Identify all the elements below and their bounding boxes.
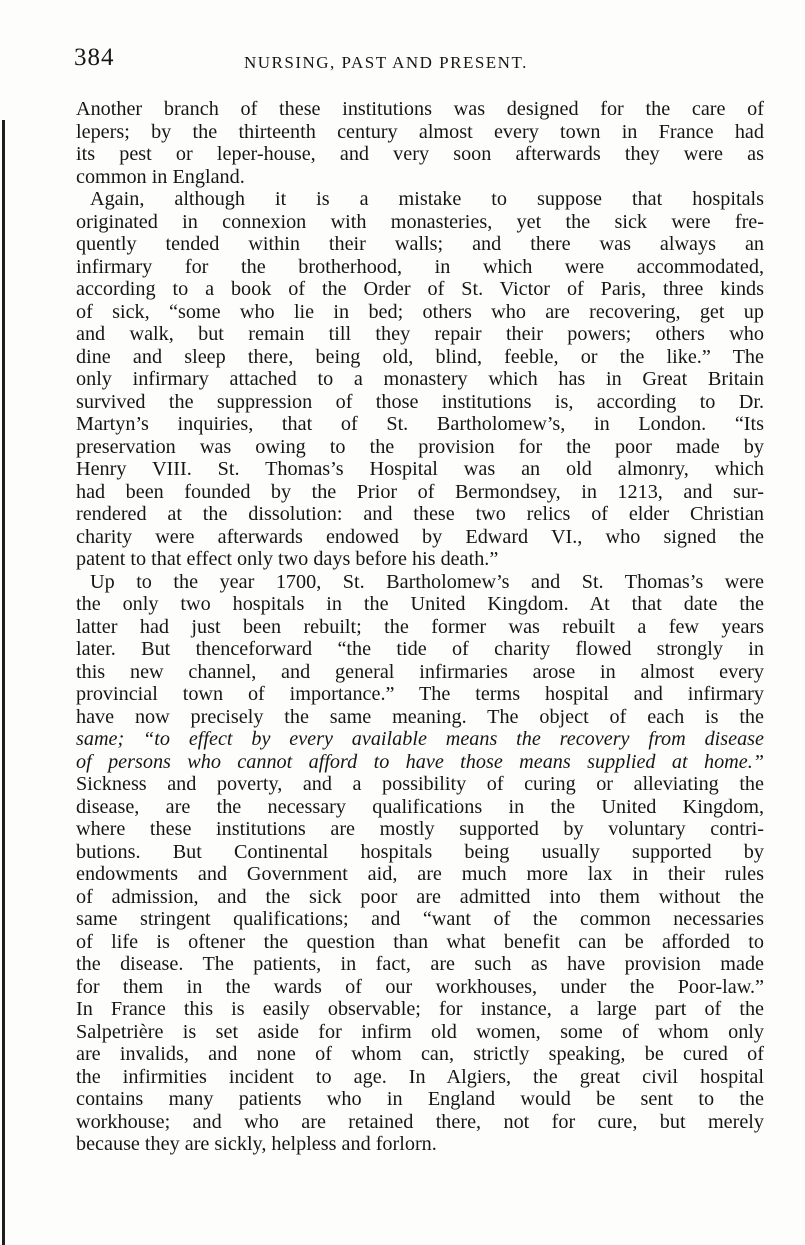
text-line: provincial town of importance.” The terms hospital and infirmary — [76, 683, 764, 705]
text-line: lepers; by the thirteenth century almost every town in France had — [76, 120, 764, 143]
text-line: preservation was owing to the provision for the poor made by — [76, 435, 764, 458]
text-line: of sick, “some who lie in bed; others who are recovering, get up — [76, 300, 764, 323]
text-line: Sickness and poverty, and a possibility of curing or alleviating the — [76, 773, 764, 795]
text-line: this new channel, and general infirmaries arose in almost every — [76, 660, 764, 683]
page-edge-rule — [2, 120, 5, 1245]
running-title: NURSING, PAST AND PRESENT. — [244, 53, 528, 72]
text-line: the only two hospitals in the United Kingdom. At that date the — [76, 593, 764, 615]
text-line: charity were afterwards endowed by Edward VI., who signed the — [76, 525, 764, 548]
text-line: of persons who cannot afford to have those means supplied at home.” — [76, 750, 764, 773]
text-line: of life is oftener the question than what benefit can be afforded to — [76, 930, 764, 953]
text-line: common in England. — [76, 165, 245, 188]
text-line: disease, are the necessary qualifications in the United Kingdom, — [76, 795, 764, 818]
text-line: because they are sickly, helpless and forlorn. — [76, 1133, 437, 1155]
text-line: according to a book of the Order of St. Victor of Paris, three kinds — [76, 278, 764, 300]
text-line: only infirmary attached to a monastery which has in Great Britain — [76, 368, 764, 390]
text-line: and walk, but remain till they repair their powers; others who — [76, 323, 764, 345]
text-line: Henry VIII. St. Thomas’s Hospital was an old almonry, which — [76, 458, 764, 480]
text-line: are invalids, and none of whom can, strictly speaking, be cured of — [76, 1043, 764, 1065]
text-line: workhouse; and who are retained there, not for cure, but merely — [76, 1110, 764, 1133]
text-line: survived the suppression of those institutions is, according to Dr. — [76, 390, 764, 413]
text-line: same stringent qualifications; and “want of the common necessaries — [76, 908, 764, 930]
text-line: In France this is easily observable; for instance, a large part of the — [76, 998, 764, 1020]
text-line: Martyn’s inquiries, that of St. Bartholomew’s, in London. “Its — [76, 413, 764, 435]
text-line: have now precisely the same meaning. The object of each is the — [76, 705, 764, 728]
text-line: contains many patients who in England would be sent to the — [76, 1088, 764, 1110]
text-line: Again, although it is a mistake to suppose that hospitals — [90, 188, 764, 210]
text-line: its pest or leper-house, and very soon afterwards they were as — [76, 143, 764, 165]
text-line: of admission, and the sick poor are admitted into them without the — [76, 885, 764, 908]
text-line: rendered at the dissolution: and these two relics of elder Christian — [76, 503, 764, 525]
text-line: where these institutions are mostly supported by voluntary contri- — [76, 818, 764, 840]
text-line: the infirmities incident to age. In Algiers, the great civil hospital — [76, 1065, 764, 1088]
text-line: later. But thenceforward “the tide of charity flowed strongly in — [76, 638, 764, 660]
text-line: for them in the wards of our workhouses, under the Poor-law.” — [76, 975, 764, 998]
text-line: originated in connexion with monasteries, yet the sick were fre- — [76, 210, 764, 233]
text-line: Up to the year 1700, St. Bartholomew’s and St. Thomas’s were — [90, 570, 764, 593]
body-text — [76, 98, 764, 1156]
text-line: infirmary for the brotherhood, in which were accommodated, — [76, 255, 764, 278]
text-line: same; “to effect by every available means the recovery from disease — [76, 728, 764, 750]
text-line: Another branch of these institutions was designed for the care of — [76, 98, 764, 120]
text-line: patent to that effect only two days before his death.” — [76, 548, 499, 570]
text-line: had been founded by the Prior of Bermondsey, in 1213, and sur- — [76, 480, 764, 503]
text-line: Salpetrière is set aside for infirm old women, some of whom only — [76, 1020, 764, 1043]
text-line: butions. But Continental hospitals being usually supported by — [76, 840, 764, 863]
page-number: 384 — [74, 44, 115, 71]
text-line: latter had just been rebuilt; the former was rebuilt a few years — [76, 615, 764, 638]
text-line: endowments and Government aid, are much more lax in their rules — [76, 863, 764, 885]
text-line: the disease. The patients, in fact, are such as have provision made — [76, 953, 764, 975]
text-line: dine and sleep there, being old, blind, feeble, or the like.” The — [76, 345, 764, 368]
text-line: quently tended within their walls; and there was always an — [76, 233, 764, 255]
page-header — [74, 44, 774, 74]
